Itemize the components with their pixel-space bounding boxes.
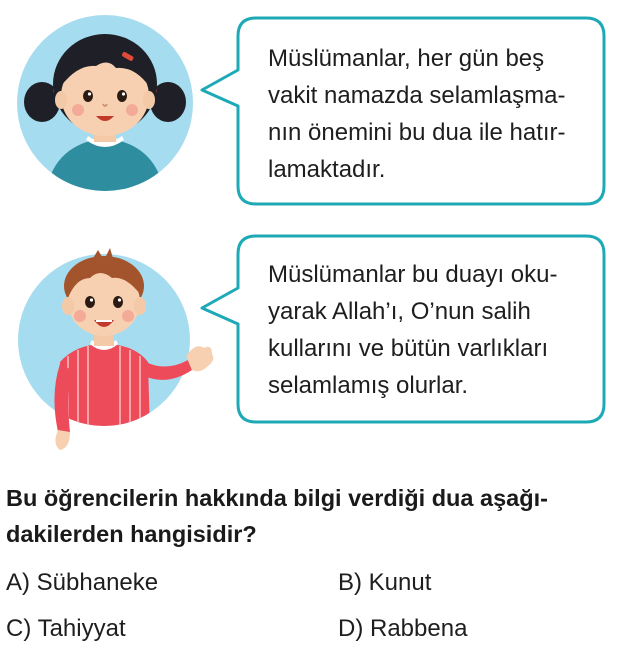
option-b[interactable] <box>338 568 431 598</box>
bubble-1-line: Müslümanlar, her gün beş <box>268 45 545 72</box>
girl-avatar <box>16 14 194 192</box>
bubble-1-line: nın önemini bu dua ile hatır- <box>268 119 566 146</box>
bubble-2-line: yarak Allah’ı, O’nun salih <box>268 298 531 325</box>
boy-avatar <box>16 244 216 454</box>
option-b-letter: B) <box>338 569 362 596</box>
option-c-text: Tahiyyat <box>37 615 126 642</box>
option-a-text: Sübhaneke <box>36 569 159 596</box>
bubble-2-text <box>268 256 598 404</box>
bubble-2-line: selamlamış olurlar. <box>268 372 469 399</box>
option-c[interactable] <box>6 614 126 644</box>
bubble-2-line: Müslümanlar bu duayı oku- <box>268 261 558 288</box>
option-a-letter: A) <box>6 569 30 596</box>
question-text <box>6 480 614 552</box>
question-line-2: dakilerden hangisidir? <box>6 521 257 547</box>
question-line-1: Bu öğrencilerin hakkında bilgi verdiği dua aşağı- <box>6 485 548 511</box>
bubble-1-line: lamaktadır. <box>268 156 386 183</box>
option-a[interactable] <box>6 568 158 598</box>
option-d-text: Rabbena <box>370 615 468 642</box>
bubble-2-line: kullarını ve bütün varlıkları <box>268 335 549 362</box>
option-c-letter: C) <box>6 615 32 642</box>
option-b-text: Kunut <box>368 569 432 596</box>
bubble-1-text <box>268 40 598 188</box>
bubble-1-line: vakit namazda selamlaşma- <box>268 82 566 109</box>
option-d[interactable] <box>338 614 467 644</box>
option-d-letter: D) <box>338 615 364 642</box>
